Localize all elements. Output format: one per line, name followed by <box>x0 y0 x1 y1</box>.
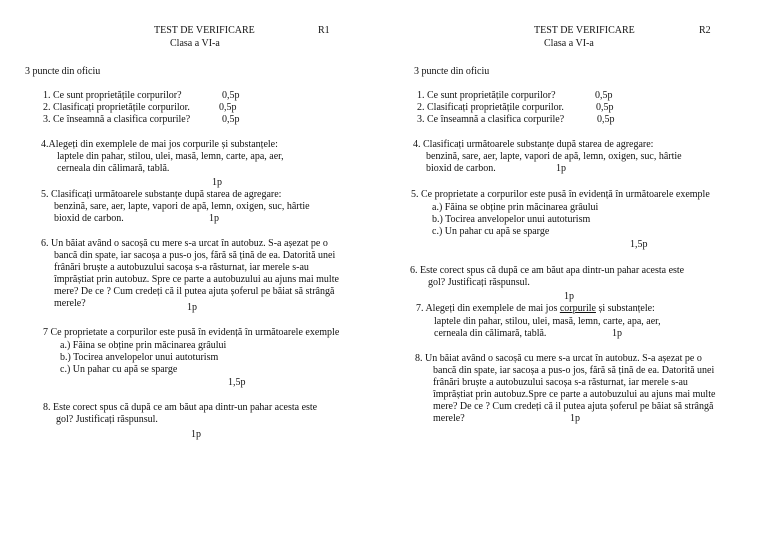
question-1: 1. Ce sunt proprietățile corpurilor? <box>43 90 182 101</box>
question-5-option-a: a.) Făina se obține prin măcinarea grâului <box>432 202 599 213</box>
question-7-prefix: 7. Alegeți din exemplele de mai jos <box>416 303 560 314</box>
question-4: 4. Clasificați următoarele substanțe după starea de agregare: <box>413 139 654 150</box>
question-6: 6. Un băiat având o sacoșă cu mere s-a urcat în autobuz. S-a așezat pe o <box>41 238 328 249</box>
question-6-points: 1p <box>187 302 197 313</box>
question-3-points: 0,5p <box>222 114 240 125</box>
question-7-points: 1p <box>612 328 622 339</box>
question-8-points: 1p <box>191 429 201 440</box>
test-title: TEST DE VERIFICARE <box>534 25 635 36</box>
question-1: 1. Ce sunt proprietățile corpurilor? <box>417 90 556 101</box>
question-5-points: 1,5p <box>630 239 648 250</box>
question-3: 3. Ce înseamnă a clasifica corpurile? <box>43 114 191 125</box>
question-5-points: 1p <box>209 213 219 224</box>
question-8-line: merele? <box>433 413 465 424</box>
variant-label: R1 <box>318 25 330 36</box>
question-7-option-c: c.) Un pahar cu apă se sparge <box>60 364 178 375</box>
question-6-line: bancă din spate, iar sacoșa a pus-o jos, fără să țină de ea. Datorită unei <box>54 250 336 261</box>
question-7 <box>416 303 655 315</box>
question-8-points: 1p <box>570 413 580 424</box>
oficiu-note: 3 puncte din oficiu <box>414 66 490 77</box>
question-3-points: 0,5p <box>597 114 615 125</box>
question-5-line: bioxid de carbon. <box>54 213 124 224</box>
question-7-option-a: a.) Făina se obține prin măcinarea grâului <box>60 340 227 351</box>
variant-label: R2 <box>699 25 711 36</box>
question-3: 3. Ce înseamnă a clasifica corpurile? <box>417 114 565 125</box>
question-4-points: 1p <box>556 163 566 174</box>
question-5: 5. Ce proprietate a corpurilor este pusă în evidență în următoarele exemple <box>411 189 710 200</box>
question-4-line: benzină, sare, aer, lapte, vapori de apă, lemn, oxigen, suc, hârtie <box>426 151 682 162</box>
question-8-line: gol? Justificați răspunsul. <box>56 414 158 425</box>
question-2-points: 0,5p <box>596 102 614 113</box>
question-6-points: 1p <box>564 291 574 302</box>
oficiu-note: 3 puncte din oficiu <box>25 66 101 77</box>
question-1-points: 0,5p <box>595 90 613 101</box>
question-4-line: bioxid de carbon. <box>426 163 496 174</box>
question-5: 5. Clasificați următoarele substanțe după starea de agregare: <box>41 189 282 200</box>
question-4-line: cerneala din călimară, tablă. <box>57 163 170 174</box>
question-8: 8. Un băiat având o sacoșă cu mere s-a urcat în autobuz. S-a așezat pe o <box>415 353 702 364</box>
question-5-line: benzină, sare, aer, lapte, vapori de apă, lemn, oxigen, suc, hârtie <box>54 201 310 212</box>
question-2: 2. Clasificați proprietățile corpurilor. <box>417 102 564 113</box>
question-6-line: frânări bruște a autobuzului sacoșa s-a răsturnat, iar merele s-au <box>54 262 309 273</box>
question-4: 4.Alegeți din exemplele de mai jos corpurile și substanțele: <box>41 139 278 150</box>
question-8-line: frânări bruște a autobuzului sacoșa s-a răsturnat, iar merele s-au <box>433 377 688 388</box>
question-7-line: laptele din pahar, stilou, ulei, masă, lemn, carte, apa, aer, <box>434 316 661 327</box>
question-8-line: bancă din spate, iar sacoșa a pus-o jos, fără să țină de ea. Datorită unei <box>433 365 715 376</box>
question-6-line: împrăștiat prin autobuz. Spre ce parte a autobuzului au ajuns mai multe <box>54 274 339 285</box>
question-5-option-b: b.) Tocirea anvelopelor unui autoturism <box>432 214 591 225</box>
question-2: 2. Clasificați proprietățile corpurilor. <box>43 102 190 113</box>
test-title: TEST DE VERIFICARE <box>154 25 255 36</box>
question-6-line: gol? Justificați răspunsul. <box>428 277 530 288</box>
question-6: 6. Este corect spus că după ce am băut apa dintr-un pahar acesta este <box>410 265 685 276</box>
question-6-line: mere? De ce ? Cum credeți că il putea ajuta șoferul pe băiat să strângă <box>54 286 335 297</box>
question-4-points: 1p <box>212 177 222 188</box>
question-7-points: 1,5p <box>228 377 246 388</box>
question-6-line: merele? <box>54 298 86 309</box>
question-1-points: 0,5p <box>222 90 240 101</box>
question-5-option-c: c.) Un pahar cu apă se sparge <box>432 226 550 237</box>
question-2-points: 0,5p <box>219 102 237 113</box>
question-7-line: cerneala din călimară, tablă. <box>434 328 547 339</box>
question-8-line: mere? De ce ? Cum credeți că il putea ajuta șoferul pe băiat să strângă <box>433 401 714 412</box>
question-7-underlined-word: corpurile <box>559 303 596 314</box>
question-7-suffix: și substanțele: <box>595 303 655 314</box>
class-subtitle: Clasa a VI-a <box>544 38 594 49</box>
test-variant-r2 <box>384 0 768 543</box>
question-4-line: laptele din pahar, stilou, ulei, masă, lemn, carte, apa, aer, <box>57 151 284 162</box>
question-7-option-b: b.) Tocirea anvelopelor unui autoturism <box>60 352 219 363</box>
question-7: 7 Ce proprietate a corpurilor este pusă în evidență în următoarele exemple <box>43 327 340 338</box>
class-subtitle: Clasa a VI-a <box>170 38 220 49</box>
question-8-line: împrăștiat prin autobuz.Spre ce parte a autobuzului au ajuns mai multe <box>433 389 716 400</box>
question-8: 8. Este corect spus că după ce am băut apa dintr-un pahar acesta este <box>43 402 318 413</box>
